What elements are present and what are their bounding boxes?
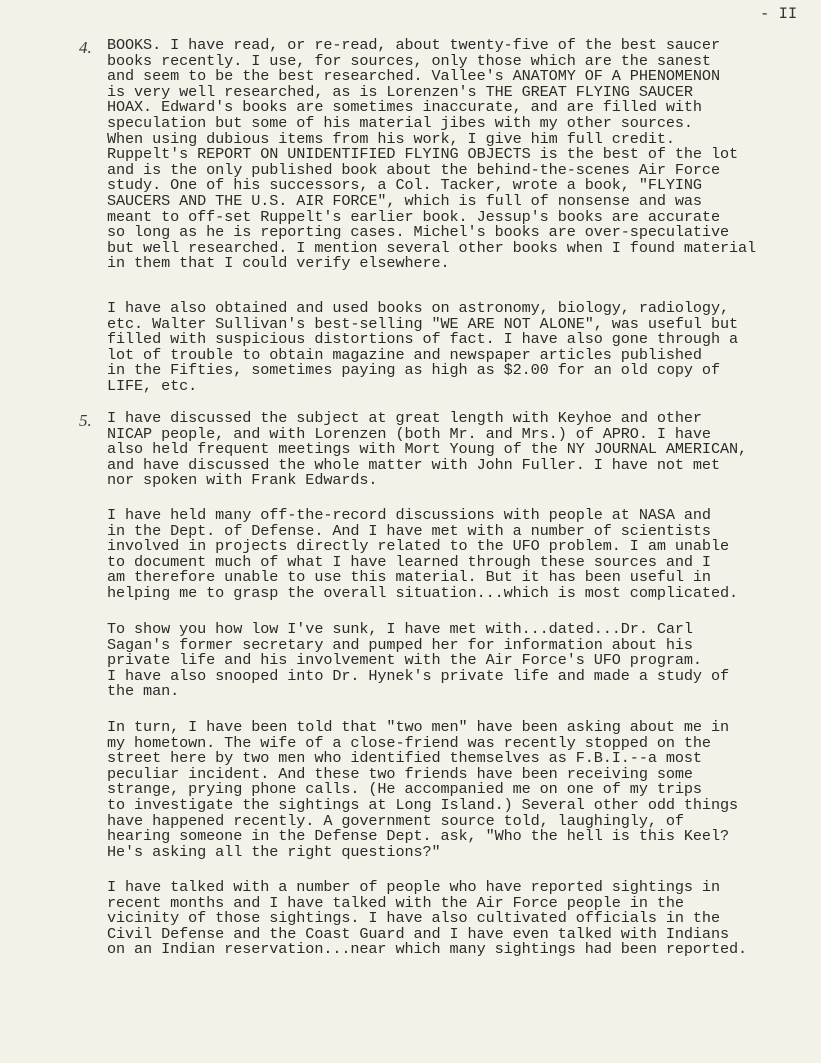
text-line: I have talked with a number of people who have reported sightings in	[107, 878, 720, 896]
text-line: books recently. I use, for sources, only those which are the sanest	[107, 51, 711, 70]
text-line: I have also snooped into Dr. Hynek's private life and made a study of	[107, 666, 729, 685]
text-line: I have discussed the subject at great length with Keyhoe and other	[107, 409, 702, 427]
text-line: and have discussed the whole matter with John Fuller. I have not met	[107, 455, 720, 474]
paragraph-books	[79, 36, 757, 273]
text-line: am therefore unable to use this material. But it has been useful in	[107, 568, 711, 587]
text-line: When using dubious items from his work, I give him full credit.	[107, 129, 675, 148]
paragraph-sightings	[107, 880, 747, 958]
text-line: the man.	[107, 682, 180, 701]
text-line: I have held many off-the-record discussions with people at NASA and	[107, 506, 711, 524]
paragraph-off-record	[107, 508, 738, 602]
text-line: my hometown. The wife of a close-friend was recently stopped on the	[107, 733, 711, 752]
text-line: also held frequent meetings with Mort Young of the NY JOURNAL AMERICAN,	[107, 440, 747, 459]
text-line: filled with suspicious distortions of fact. I have also gone through a	[107, 330, 738, 349]
item-number: 5.	[79, 411, 92, 430]
page-number: - II	[760, 5, 798, 23]
text-line: recent months and I have talked with the Air Force people in the	[107, 893, 684, 912]
text-line: vicinity of those sightings. I have also cultivated officials in the	[107, 909, 720, 928]
text-line: To show you how low I've sunk, I have met with...dated...Dr. Carl	[107, 620, 693, 638]
text-line: in the Dept. of Defense. And I have met with a number of scientists	[107, 521, 711, 540]
text-line: street here by two men who identified themselves as F.B.I.--a most	[107, 749, 702, 768]
text-line: private life and his involvement with the Air Force's UFO program.	[107, 651, 702, 670]
text-line: involved in projects directly related to the UFO problem. I am unable	[107, 537, 729, 556]
text-line: LIFE, etc.	[107, 376, 198, 395]
text-line: I have also obtained and used books on astronomy, biology, radiology,	[107, 299, 729, 317]
text-line: and seem to be the best researched. Vallee's ANATOMY OF A PHENOMENON	[107, 67, 720, 86]
text-line: SAUCERS AND THE U.S. AIR FORCE", which is full of nonsense and was	[107, 191, 702, 210]
item-number: 4.	[79, 38, 92, 57]
text-line: HOAX. Edward's books are sometimes inaccurate, and are filled with	[107, 98, 702, 117]
text-line: He's asking all the right questions?"	[107, 842, 441, 861]
text-line: on an Indian reservation...near which many sightings had been reported.	[107, 940, 747, 959]
text-line: Sagan's former secretary and pumped her for information about his	[107, 635, 693, 654]
text-line: study. One of his successors, a Col. Tacker, wrote a book, "FLYING	[107, 176, 702, 195]
text-line: etc. Walter Sullivan's best-selling "WE ARE NOT ALONE", was useful but	[107, 314, 738, 333]
text-line: lot of trouble to obtain magazine and newspaper articles published	[107, 345, 702, 364]
text-line: in the Fifties, sometimes paying as high as $2.00 for an old copy of	[107, 361, 720, 380]
text-line: and is the only published book about the behind-the-scenes Air Force	[107, 160, 720, 179]
text-line: nor spoken with Frank Edwards.	[107, 471, 378, 490]
text-line: is very well researched, as is Lorenzen's THE GREAT FLYING SAUCER	[107, 82, 693, 101]
text-line: In turn, I have been told that "two men" have been asking about me in	[107, 718, 729, 736]
text-line: have happened recently. A government source told, laughingly, of	[107, 811, 684, 830]
text-line: meant to off-set Ruppelt's earlier book. Jessup's books are accurate	[107, 207, 720, 226]
paragraph-two-men	[107, 720, 738, 860]
text-line: Ruppelt's REPORT ON UNIDENTIFIED FLYING OBJECTS is the best of the lot	[107, 145, 738, 164]
text-line: Civil Defense and the Coast Guard and I have even talked with Indians	[107, 924, 729, 943]
text-line: but well researched. I mention several other books when I found material	[107, 238, 757, 257]
text-line: helping me to grasp the overall situation...which is most complicated.	[107, 583, 738, 602]
text-line: hearing someone in the Defense Dept. ask, "Who the hell is this Keel?	[107, 827, 729, 846]
text-line: to document much of what I have learned through these sources and I	[107, 552, 711, 571]
text-line: NICAP people, and with Lorenzen (both Mr. and Mrs.) of APRO. I have	[107, 424, 711, 443]
text-line: to investigate the sightings at Long Island.) Several other odd things	[107, 795, 738, 814]
text-line: strange, prying phone calls. (He accompanied me on one of my trips	[107, 780, 702, 799]
paragraph-other-books	[107, 301, 738, 395]
paragraph-sagan	[107, 622, 729, 700]
text-line: speculation but some of his material jibes with my other sources.	[107, 113, 693, 132]
text-line: in them that I could verify elsewhere.	[107, 254, 450, 273]
paragraph-discussions	[79, 409, 747, 490]
text-line: peculiar incident. And these two friends have been receiving some	[107, 764, 693, 783]
text-line: so long as he is reporting cases. Michel's books are over-speculative	[107, 223, 729, 242]
text-line: BOOKS. I have read, or re-read, about twenty-five of the best saucer	[107, 36, 720, 54]
